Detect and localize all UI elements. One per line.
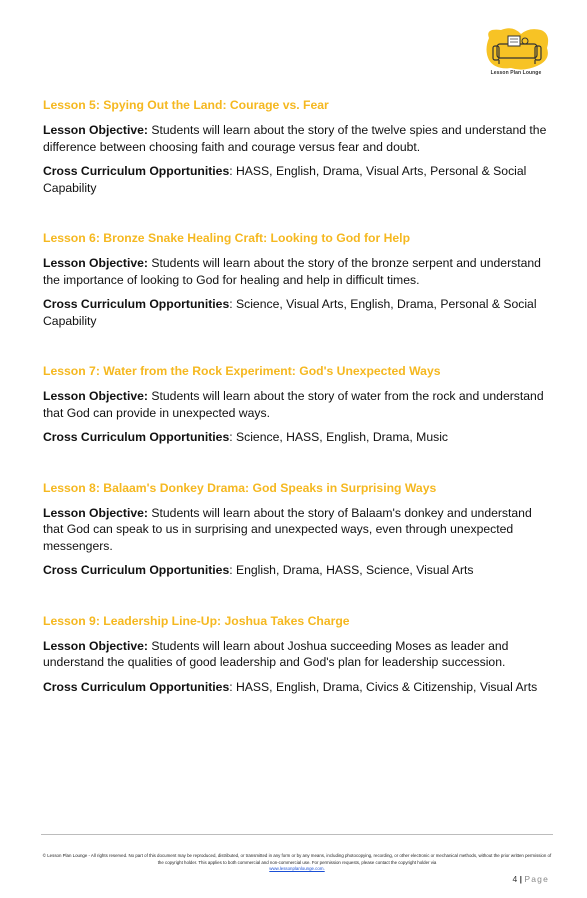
lesson-title: Lesson 7: Water from the Rock Experiment: God's Unexpected Ways — [43, 364, 441, 378]
lesson-objective — [43, 255, 553, 288]
logo-caption: Lesson Plan Lounge — [490, 70, 542, 76]
lesson-9 — [43, 614, 553, 696]
objective-label: Lesson Objective: — [43, 505, 148, 520]
lesson-objective — [43, 122, 553, 155]
cross-curriculum-label: Cross Curriculum Opportunities — [43, 679, 230, 694]
lesson-objective — [43, 638, 553, 671]
objective-text: Students will learn about the story of Balaam's donkey and understand that God can speak to us in surprising and unexpected ways, even through unexpected messengers. — [43, 505, 532, 553]
objective-label: Lesson Objective: — [43, 256, 148, 270]
cross-curriculum-label: Cross Curriculum Opportunities — [43, 297, 230, 311]
cross-curriculum — [43, 296, 553, 329]
website-link[interactable]: www.lessonplanlounge.com. — [269, 866, 325, 871]
lesson-objective — [43, 388, 553, 421]
lesson-title: Lesson 9: Leadership Line-Up: Joshua Takes Charge — [43, 613, 350, 628]
lesson-title: Lesson 5: Spying Out the Land: Courage vs. Fear — [43, 98, 329, 112]
page-number — [512, 874, 549, 884]
objective-text: Students will learn about the story of water from the rock and understand that God can provide in unexpected ways. — [43, 389, 544, 420]
objective-text: Students will learn about the story of the bronze serpent and understand the importance of looking to God for healing and help in difficult times. — [43, 256, 541, 287]
objective-label: Lesson Objective: — [43, 389, 148, 403]
cross-curriculum-text: : HASS, English, Drama, Civics & Citizenship, Visual Arts — [229, 679, 538, 694]
footer-copyright — [41, 853, 553, 873]
page-label: Page — [524, 874, 549, 884]
cross-curriculum — [43, 679, 553, 696]
lesson-objective — [43, 505, 553, 555]
objective-label: Lesson Objective: — [43, 123, 148, 137]
cross-curriculum — [43, 562, 553, 579]
page-number-value: 4 — [512, 874, 518, 884]
lesson-5 — [43, 98, 553, 196]
cross-curriculum-text: : Science, Visual Arts, English, Drama, Personal & Social Capability — [43, 297, 537, 328]
cross-curriculum-label: Cross Curriculum Opportunities — [43, 164, 230, 178]
lesson-8 — [43, 481, 553, 579]
page-separator: | — [519, 874, 522, 884]
objective-label: Lesson Objective: — [43, 638, 148, 653]
cross-curriculum-text: : HASS, English, Drama, Visual Arts, Personal & Social Capability — [43, 164, 527, 195]
cross-curriculum-text: : English, Drama, HASS, Science, Visual Arts — [229, 563, 474, 577]
lesson-6 — [43, 231, 553, 329]
cross-curriculum — [43, 163, 553, 196]
cross-curriculum — [43, 429, 553, 446]
cross-curriculum-text: : Science, HASS, English, Drama, Music — [229, 430, 448, 444]
cross-curriculum-label: Cross Curriculum Opportunities — [43, 563, 230, 577]
objective-text: Students will learn about the story of the twelve spies and understand the difference between choosing faith and courage versus fear and doubt. — [43, 123, 547, 154]
lesson-title: Lesson 8: Balaam's Donkey Drama: God Speaks in Surprising Ways — [43, 480, 437, 495]
lesson-list — [43, 98, 553, 703]
lesson-title: Lesson 6: Bronze Snake Healing Craft: Looking to God for Help — [43, 231, 411, 245]
lesson-7 — [43, 364, 553, 446]
footer-divider — [41, 834, 553, 835]
objective-text: Students will learn about Joshua succeeding Moses as leader and understand the qualities of good leadership and God's plan for leadership succession. — [43, 638, 509, 669]
copyright-text: © Lesson Plan Lounge - All rights reserved. No part of this document may be reproduced, distributed, or transmitted in any form or by any means, including photocopying, recording, or other electronic or mechanical methods, without the prior written permission of the copyright holder. This applies to both commercial and non-commercial use. For permission requests, please contact the copyright holder via — [42, 853, 552, 865]
cross-curriculum-label: Cross Curriculum Opportunities — [43, 430, 230, 444]
